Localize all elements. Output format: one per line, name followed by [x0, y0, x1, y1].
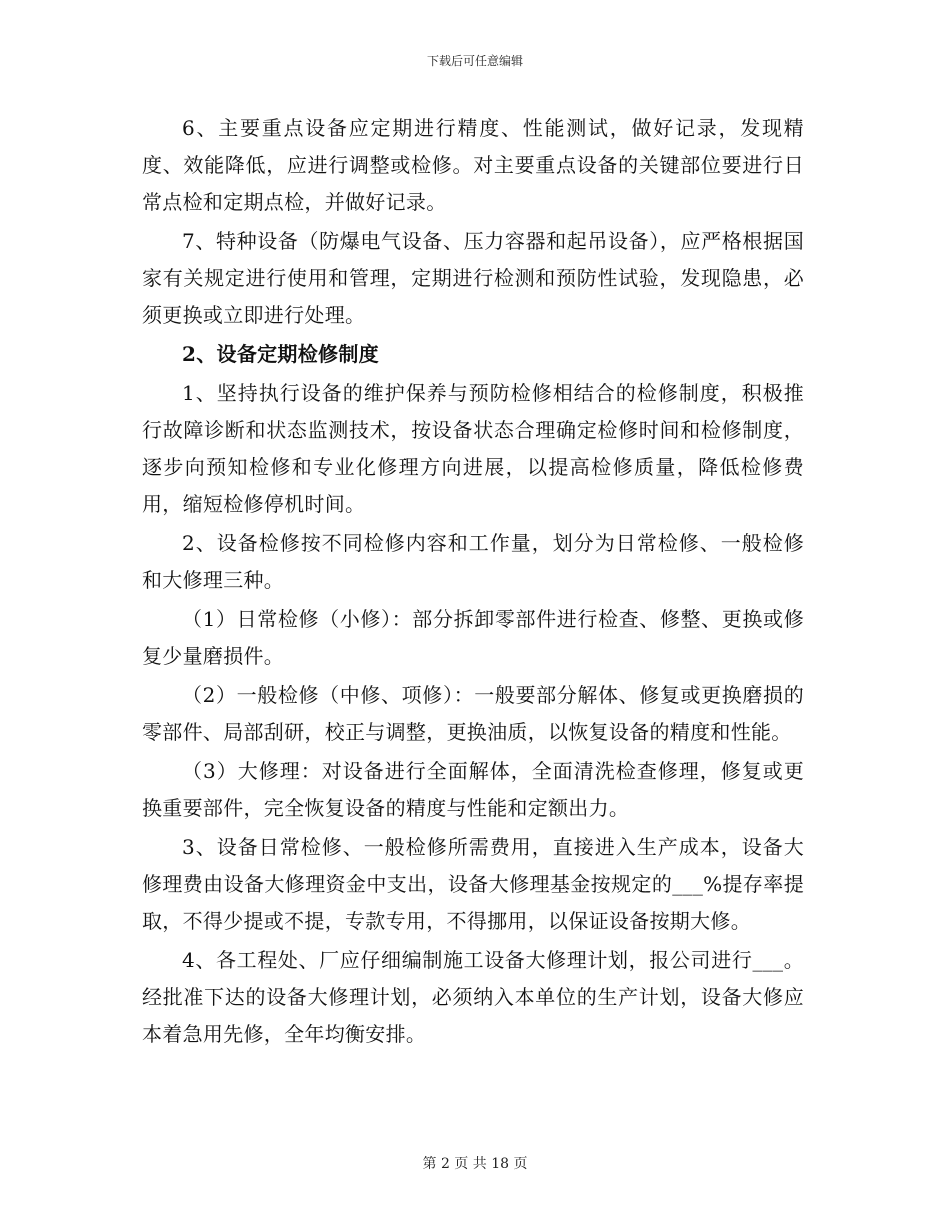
document-body [142, 110, 804, 1055]
paragraph-sub-1: （1）日常检修（小修）：部分拆卸零部件进行检查、修整、更换或修复少量磨损件。 [142, 607, 804, 668]
paragraph-sub-2: （2）一般检修（中修、项修）：一般要部分解体、修复或更换磨损的零部件、局部刮研，校正与调整，更换油质，以恢复设备的精度和性能。 [142, 683, 804, 744]
paragraph-item-7: 7、特种设备（防爆电气设备、压力容器和起吊设备），应严格根据国家有关规定进行使用和管理，定期进行检测和预防性试验，发现隐患，必须更换或立即进行处理。 [142, 229, 804, 327]
paragraph-sub-3: （3）大修理：对设备进行全面解体，全面清洗检查修理，修复或更换重要部件，完全恢复设备的精度与性能和定额出力。 [142, 759, 804, 820]
paragraph-item-4: 4、各工程处、厂应仔细编制施工设备大修理计划，报公司进行___。经批准下达的设备大修理计划，必须纳入本单位的生产计划，设备大修应本着急用先修，全年均衡安排。 [142, 948, 804, 1046]
paragraph-item-2: 2、设备检修按不同检修内容和工作量，划分为日常检修、一般检修和大修理三种。 [142, 531, 804, 592]
page-header: 下载后可任意编辑 [426, 54, 523, 68]
page-number: 第 2 页 共 18 页 [422, 1156, 528, 1172]
paragraph-item-6: 6、主要重点设备应定期进行精度、性能测试，做好记录，发现精度、效能降低，应进行调整或检修。对主要重点设备的关键部位要进行日常点检和定期点检，并做好记录。 [142, 116, 804, 214]
paragraph-item-3: 3、设备日常检修、一般检修所需费用，直接进入生产成本，设备大修理费由设备大修理资金中支出，设备大修理基金按规定的___%提存率提取，不得少提或不提，专款专用，不得挪用，以保证设备按期大修。 [142, 835, 804, 933]
paragraph-item-1: 1、坚持执行设备的维护保养与预防检修相结合的检修制度，积极推行故障诊断和状态监测技术，按设备状态合理确定检修时间和检修制度，逐步向预知检修和专业化修理方向进展，以提高检修质量，降低检修费用，缩短检修停机时间。 [142, 381, 804, 516]
section-heading: 2、设备定期检修制度 [182, 342, 379, 366]
